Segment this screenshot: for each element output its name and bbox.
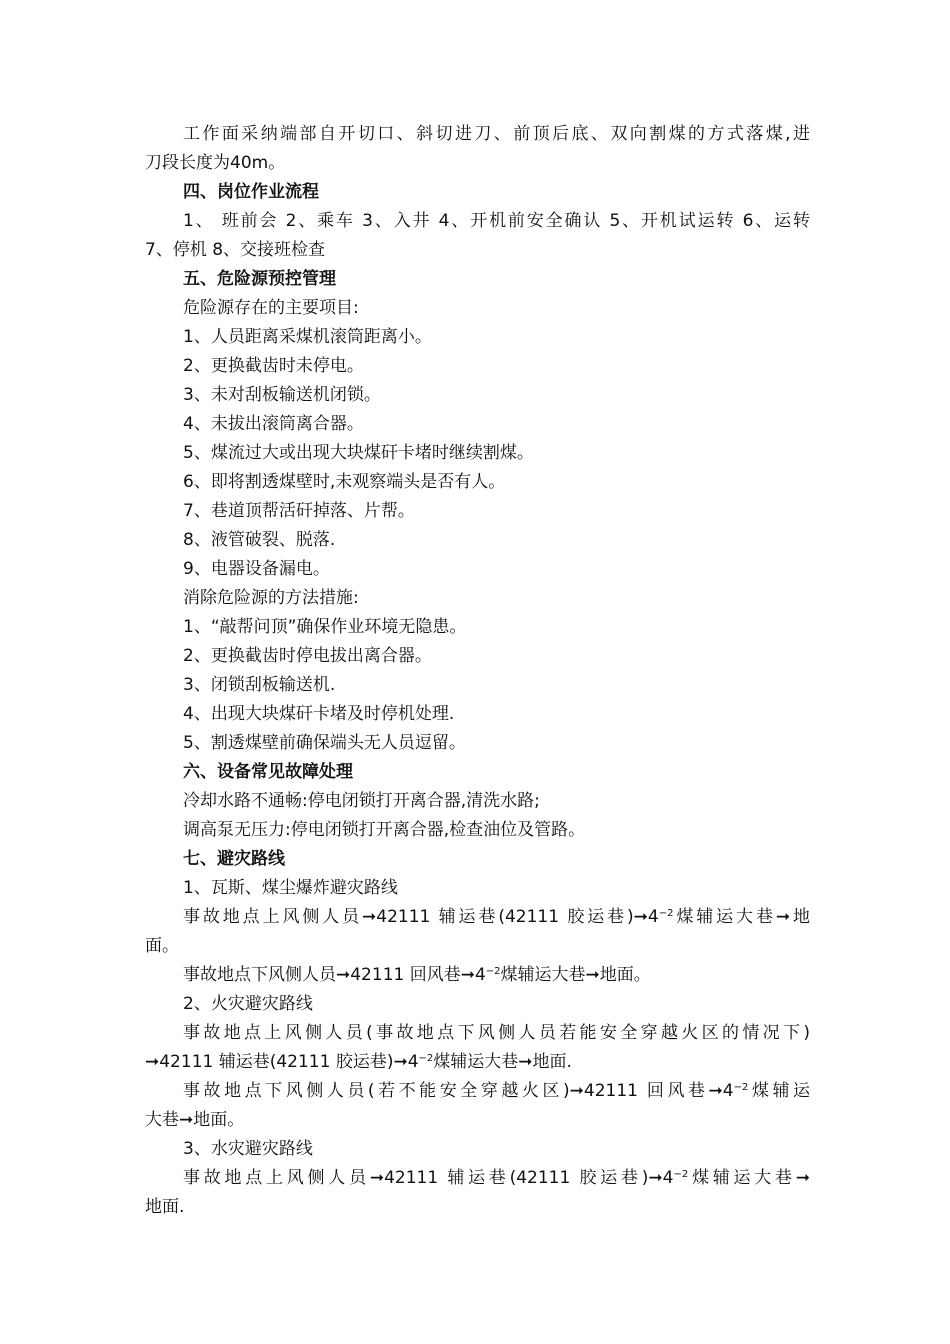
document-body [145,120,810,1222]
section-4-line-2: 7、停机 8、交接班检查 [145,240,326,260]
fire-route-downwind-line-2: 大巷➞地面。 [145,1110,245,1130]
superscript: −2 [418,1053,434,1064]
hazard-item: 3、未对刮板输送机闭锁。 [183,385,381,405]
intro-line-1: 工作面采纳端部自开切口、斜切进刀、前顶后底、双向割煤的方式落煤,进 [183,124,810,144]
gas-route-downwind [145,961,810,990]
measure-item: 4、出现大块煤矸卡堵及时停机处理. [183,704,455,724]
intro-line-2: 刀段长度为40m。 [145,153,286,173]
water-route-upwind-line-1 [145,1164,810,1193]
route-text: 事故地点下风侧人员➞42111 回风巷➞4 [183,965,486,985]
fire-route-upwind-line-2 [145,1048,810,1077]
fire-route-downwind-line-1 [145,1077,810,1106]
water-route-title: 3、水灾避灾路线 [183,1139,313,1159]
gas-route-upwind-line-2: 面。 [145,936,179,956]
route-text: 事故地点上风侧人员➞42111 辅运巷(42111 胶运巷)➞4 [183,1168,674,1188]
route-text: 煤辅运大巷➞地面. [433,1052,572,1072]
measure-item: 3、闭锁刮板输送机. [183,675,336,695]
superscript: −2 [658,908,674,919]
fire-route-title: 2、火灾避灾路线 [183,994,313,1014]
measure-item: 1、“敲帮问顶”确保作业环境无隐患。 [183,617,467,637]
measure-item: 5、割透煤壁前确保端头无人员逗留。 [183,733,466,753]
hazard-item: 8、液管破裂、脱落. [183,530,336,550]
fault-item: 冷却水路不通畅:停电闭锁打开离合器,清洗水路; [183,791,540,811]
fault-item: 调高泵无压力:停电闭锁打开离合器,检查油位及管路。 [183,820,586,840]
measure-title: 消除危险源的方法措施: [183,588,359,608]
route-text: 事故地点下风侧人员(若不能安全穿越火区)➞42111 回风巷➞4 [183,1081,734,1101]
gas-route-upwind-line-1 [145,903,810,932]
route-text: 事故地点上风侧人员➞42111 辅运巷(42111 胶运巷)➞4 [183,907,659,927]
section-5-heading: 五、危险源预控管理 [183,269,336,289]
hazard-item: 4、未拔出滚筒离合器。 [183,414,364,434]
hazard-title: 危险源存在的主要项目: [183,298,359,318]
water-route-upwind-line-2: 地面. [145,1197,185,1217]
route-text: 煤辅运 [748,1081,810,1101]
hazard-item: 1、人员距离采煤机滚筒距离小。 [183,327,432,347]
route-text: ➞42111 辅运巷(42111 胶运巷)➞4 [145,1052,419,1072]
route-text: 煤辅运大巷➞ [688,1168,810,1188]
hazard-item: 2、更换截齿时未停电。 [183,356,364,376]
route-text: 煤辅运大巷➞地面。 [500,965,651,985]
superscript: −2 [733,1082,749,1093]
measure-item: 2、更换截齿时停电拔出离合器。 [183,646,432,666]
section-4-heading: 四、岗位作业流程 [183,182,319,202]
section-7-heading: 七、避灾路线 [183,849,285,869]
fire-route-upwind-line-1: 事故地点上风侧人员(事故地点下风侧人员若能安全穿越火区的情况下) [183,1023,810,1043]
route-text: 煤辅运大巷➞地 [673,907,810,927]
hazard-item: 6、即将割透煤壁时,未观察端头是否有人。 [183,472,506,492]
gas-route-title: 1、瓦斯、煤尘爆炸避灾路线 [183,878,398,898]
hazard-item: 5、煤流过大或出现大块煤矸卡堵时继续割煤。 [183,443,534,463]
section-4-line-1: 1、 班前会 2、乘车 3、入井 4、开机前安全确认 5、开机试运转 6、运转 [183,211,810,231]
superscript: −2 [485,966,501,977]
superscript: −2 [673,1169,689,1180]
hazard-item: 7、巷道顶帮活矸掉落、片帮。 [183,501,415,521]
hazard-item: 9、电器设备漏电。 [183,559,330,579]
section-6-heading: 六、设备常见故障处理 [183,762,353,782]
